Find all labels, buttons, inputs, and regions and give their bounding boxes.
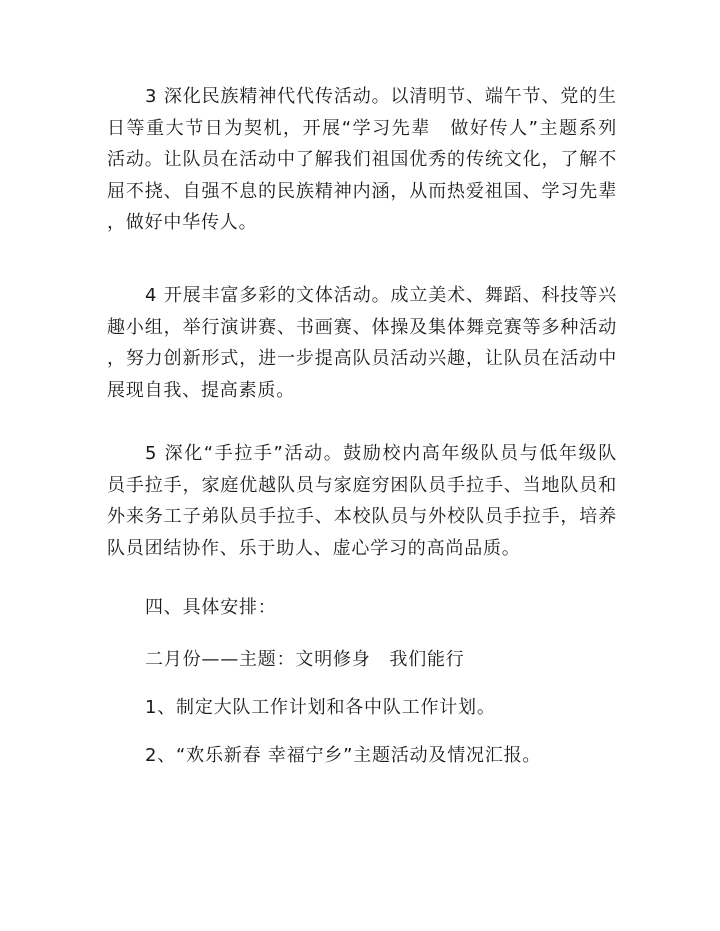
paragraph-line: 活动。让队员在活动中了解我们祖国优秀的传统文化，了解不 (107, 149, 617, 170)
list-item (107, 692, 617, 724)
paragraph-line: 日等重大节日为契机，开展“学习先辈 做好传人”主题系列 (107, 117, 617, 139)
paragraph-line: 趣小组，举行演讲赛、书画赛、体操及集体舞竞赛等多种活动 (107, 316, 617, 338)
month-heading-text: 二月份——主题：文明修身 我们能行 (145, 649, 465, 670)
paragraph-line: 屈不挠、自强不息的民族精神内涵，从而热爱祖国、学习先辈 (107, 180, 617, 202)
paragraph-line: 外来务工子弟队员手拉手、本校队员与外校队员手拉手，培养 (107, 506, 617, 527)
paragraph-5 (107, 438, 617, 564)
paragraph-3 (107, 81, 617, 239)
month-heading (107, 644, 617, 676)
list-item-text: 1、制定大队工作计划和各中队工作计划。 (145, 697, 496, 718)
paragraph-line: ，努力创新形式，进一步提高队员活动兴趣，让队员在活动中 (107, 348, 617, 369)
paragraph-4 (107, 280, 617, 406)
paragraph-line: 5 深化“手拉手”活动。鼓励校内高年级队员与低年级队 (145, 443, 617, 464)
section-heading (107, 592, 617, 624)
paragraph-line: 展现自我、提高素质。 (107, 379, 295, 401)
list-item-text: 2、“欢乐新春 幸福宁乡”主题活动及情况汇报。 (145, 745, 542, 766)
list-item (107, 740, 617, 772)
paragraph-line: 3 深化民族精神代代传活动。以清明节、端午节、党的生 (145, 86, 617, 107)
paragraph-line: 员手拉手，家庭优越队员与家庭穷困队员手拉手、当地队员和 (107, 474, 617, 496)
paragraph-line: 4 开展丰富多彩的文体活动。成立美术、舞蹈、科技等兴 (145, 285, 617, 306)
paragraph-line: 队员团结协作、乐于助人、虚心学习的高尚品质。 (107, 537, 521, 559)
section-heading-text: 四、具体安排： (145, 597, 277, 618)
paragraph-line: ，做好中华传人。 (107, 212, 258, 233)
